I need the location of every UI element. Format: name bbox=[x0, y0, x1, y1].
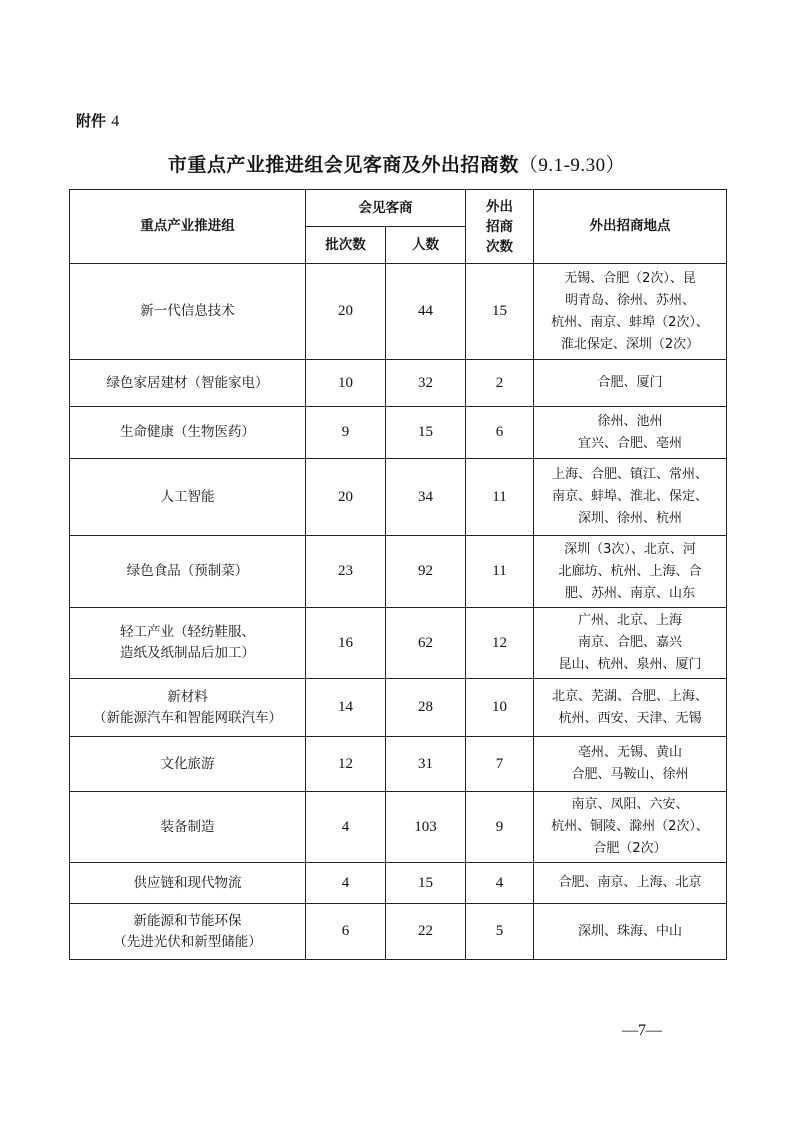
header-meet: 会见客商 bbox=[306, 190, 466, 227]
group-line: 新一代信息技术 bbox=[140, 303, 235, 319]
cell-out-count: 10 bbox=[466, 679, 534, 737]
location-line: 无锡、合肥（2次）、昆 bbox=[564, 270, 696, 286]
cell-out-count: 6 bbox=[466, 407, 534, 459]
location-line: 合肥、马鞍山、徐州 bbox=[571, 767, 689, 782]
cell-group bbox=[70, 360, 306, 407]
cell-group bbox=[70, 904, 306, 960]
table-row bbox=[70, 608, 727, 679]
cell-out-count: 15 bbox=[466, 264, 534, 360]
cell-people: 15 bbox=[386, 407, 466, 459]
cell-batches: 9 bbox=[306, 407, 386, 459]
cell-group bbox=[70, 459, 306, 536]
page-number: —7— bbox=[622, 1022, 662, 1039]
table-row bbox=[70, 792, 727, 863]
location-line: 昆山、杭州、泉州、厦门 bbox=[558, 657, 702, 672]
location-line: 肥、苏州、南京、山东 bbox=[564, 585, 695, 601]
header-out-count bbox=[466, 190, 534, 264]
location-line: 广州、北京、上海 bbox=[577, 613, 682, 628]
cell-out-count: 12 bbox=[466, 608, 534, 679]
group-line: 人工智能 bbox=[160, 488, 215, 505]
location-line: 亳州、无锡、黄山 bbox=[577, 745, 682, 760]
cell-location bbox=[534, 407, 727, 459]
group-line: 轻工产业（轻纺鞋服、 bbox=[120, 624, 255, 640]
cell-people: 22 bbox=[386, 904, 466, 960]
table-row bbox=[70, 459, 727, 536]
cell-batches: 10 bbox=[306, 360, 386, 407]
cell-people: 34 bbox=[386, 459, 466, 536]
cell-batches: 14 bbox=[306, 679, 386, 737]
cell-out-count: 11 bbox=[466, 536, 534, 608]
cell-people: 32 bbox=[386, 360, 466, 407]
location-line: 明青岛、徐州、苏州、 bbox=[564, 292, 695, 308]
table-row bbox=[70, 679, 727, 737]
attachment-label bbox=[76, 110, 119, 131]
header-group: 重点产业推进组 bbox=[70, 190, 306, 264]
location-line: 北京、芜湖、合肥、上海、 bbox=[551, 688, 708, 704]
cell-group bbox=[70, 264, 306, 360]
location-line: 北廊坊、杭州、上海、合 bbox=[558, 563, 702, 579]
cell-out-count: 5 bbox=[466, 904, 534, 960]
cell-location bbox=[534, 863, 727, 904]
cell-people: 44 bbox=[386, 264, 466, 360]
cell-batches: 12 bbox=[306, 737, 386, 792]
location-line: 深圳（3次）、北京、河 bbox=[564, 541, 696, 557]
location-line: 南京、蚌埠、淮北、保定、 bbox=[551, 489, 708, 504]
location-line: 杭州、铜陵、滁州（2次）、 bbox=[551, 819, 709, 834]
cell-out-count: 4 bbox=[466, 863, 534, 904]
group-line: 新能源和节能环保 bbox=[133, 912, 242, 929]
cell-group bbox=[70, 608, 306, 679]
attachment-word: 附件 bbox=[76, 112, 107, 130]
cell-batches: 20 bbox=[306, 264, 386, 360]
group-line: 造纸及纸制品后加工） bbox=[120, 645, 255, 661]
cell-location bbox=[534, 679, 727, 737]
header-out-line: 外出 bbox=[486, 198, 513, 215]
location-line: 杭州、南京、蚌埠（2次）、 bbox=[551, 314, 709, 330]
table-row bbox=[70, 536, 727, 608]
location-line: 合肥（2次） bbox=[593, 841, 667, 856]
group-line: 绿色食品（预制菜） bbox=[126, 563, 249, 579]
cell-people: 31 bbox=[386, 737, 466, 792]
cell-batches: 6 bbox=[306, 904, 386, 960]
cell-location bbox=[534, 360, 727, 407]
table-row bbox=[70, 904, 727, 960]
cell-batches: 4 bbox=[306, 792, 386, 863]
table-row bbox=[70, 264, 727, 360]
location-line: 宜兴、合肥、亳州 bbox=[577, 435, 682, 451]
cell-location bbox=[534, 792, 727, 863]
cell-out-count: 7 bbox=[466, 737, 534, 792]
location-line: 南京、合肥、嘉兴 bbox=[577, 635, 682, 650]
cell-people: 28 bbox=[386, 679, 466, 737]
table-row bbox=[70, 407, 727, 459]
header-out-line: 次数 bbox=[486, 238, 513, 255]
location-line: 杭州、西安、天津、无锡 bbox=[558, 710, 702, 726]
table-row bbox=[70, 863, 727, 904]
location-line: 深圳、徐州、杭州 bbox=[577, 511, 682, 526]
location-line: 深圳、珠海、中山 bbox=[577, 923, 682, 939]
title-main: 市重点产业推进组会见客商及外出招商数 bbox=[167, 154, 519, 176]
group-line: （先进光伏和新型储能） bbox=[113, 933, 262, 950]
cell-group bbox=[70, 737, 306, 792]
location-line: 淮北保定、深圳（2次） bbox=[560, 336, 700, 352]
table-row bbox=[70, 737, 727, 792]
cell-people: 15 bbox=[386, 863, 466, 904]
cell-group bbox=[70, 679, 306, 737]
location-line: 合肥、厦门 bbox=[597, 375, 663, 390]
table-body bbox=[70, 264, 727, 960]
title-range: （9.1-9.30） bbox=[518, 155, 626, 176]
cell-batches: 20 bbox=[306, 459, 386, 536]
header-out-line: 招商 bbox=[486, 218, 513, 235]
cell-batches: 16 bbox=[306, 608, 386, 679]
cell-out-count: 9 bbox=[466, 792, 534, 863]
group-line: 装备制造 bbox=[160, 818, 215, 835]
cell-location bbox=[534, 904, 727, 960]
cell-batches: 23 bbox=[306, 536, 386, 608]
location-line: 上海、合肥、镇江、常州、 bbox=[551, 467, 708, 482]
cell-location bbox=[534, 608, 727, 679]
attachment-number: 4 bbox=[111, 113, 120, 130]
cell-people: 103 bbox=[386, 792, 466, 863]
cell-people: 62 bbox=[386, 608, 466, 679]
cell-location bbox=[534, 737, 727, 792]
cell-location bbox=[534, 536, 727, 608]
header-location: 外出招商地点 bbox=[534, 190, 727, 264]
cell-group bbox=[70, 863, 306, 904]
location-line: 合肥、南京、上海、北京 bbox=[558, 875, 702, 890]
cell-people: 92 bbox=[386, 536, 466, 608]
group-line: 绿色家居建材（智能家电） bbox=[106, 374, 269, 391]
group-line: （新能源汽车和智能网联汽车） bbox=[93, 709, 282, 726]
header-people: 人数 bbox=[386, 227, 466, 264]
group-line: 生命健康（生物医药） bbox=[120, 424, 255, 440]
cell-location bbox=[534, 459, 727, 536]
investment-table bbox=[69, 189, 727, 960]
location-line: 南京、凤阳、六安、 bbox=[571, 797, 689, 812]
cell-batches: 4 bbox=[306, 863, 386, 904]
group-line: 新材料 bbox=[167, 688, 208, 705]
header-batches: 批次数 bbox=[306, 227, 386, 264]
cell-group bbox=[70, 792, 306, 863]
location-line: 徐州、池州 bbox=[597, 413, 663, 429]
cell-location bbox=[534, 264, 727, 360]
page-title bbox=[0, 150, 793, 177]
cell-group bbox=[70, 407, 306, 459]
group-line: 文化旅游 bbox=[160, 755, 215, 772]
table-row bbox=[70, 360, 727, 407]
cell-out-count: 2 bbox=[466, 360, 534, 407]
cell-group bbox=[70, 536, 306, 608]
group-line: 供应链和现代物流 bbox=[133, 874, 242, 891]
cell-out-count: 11 bbox=[466, 459, 534, 536]
